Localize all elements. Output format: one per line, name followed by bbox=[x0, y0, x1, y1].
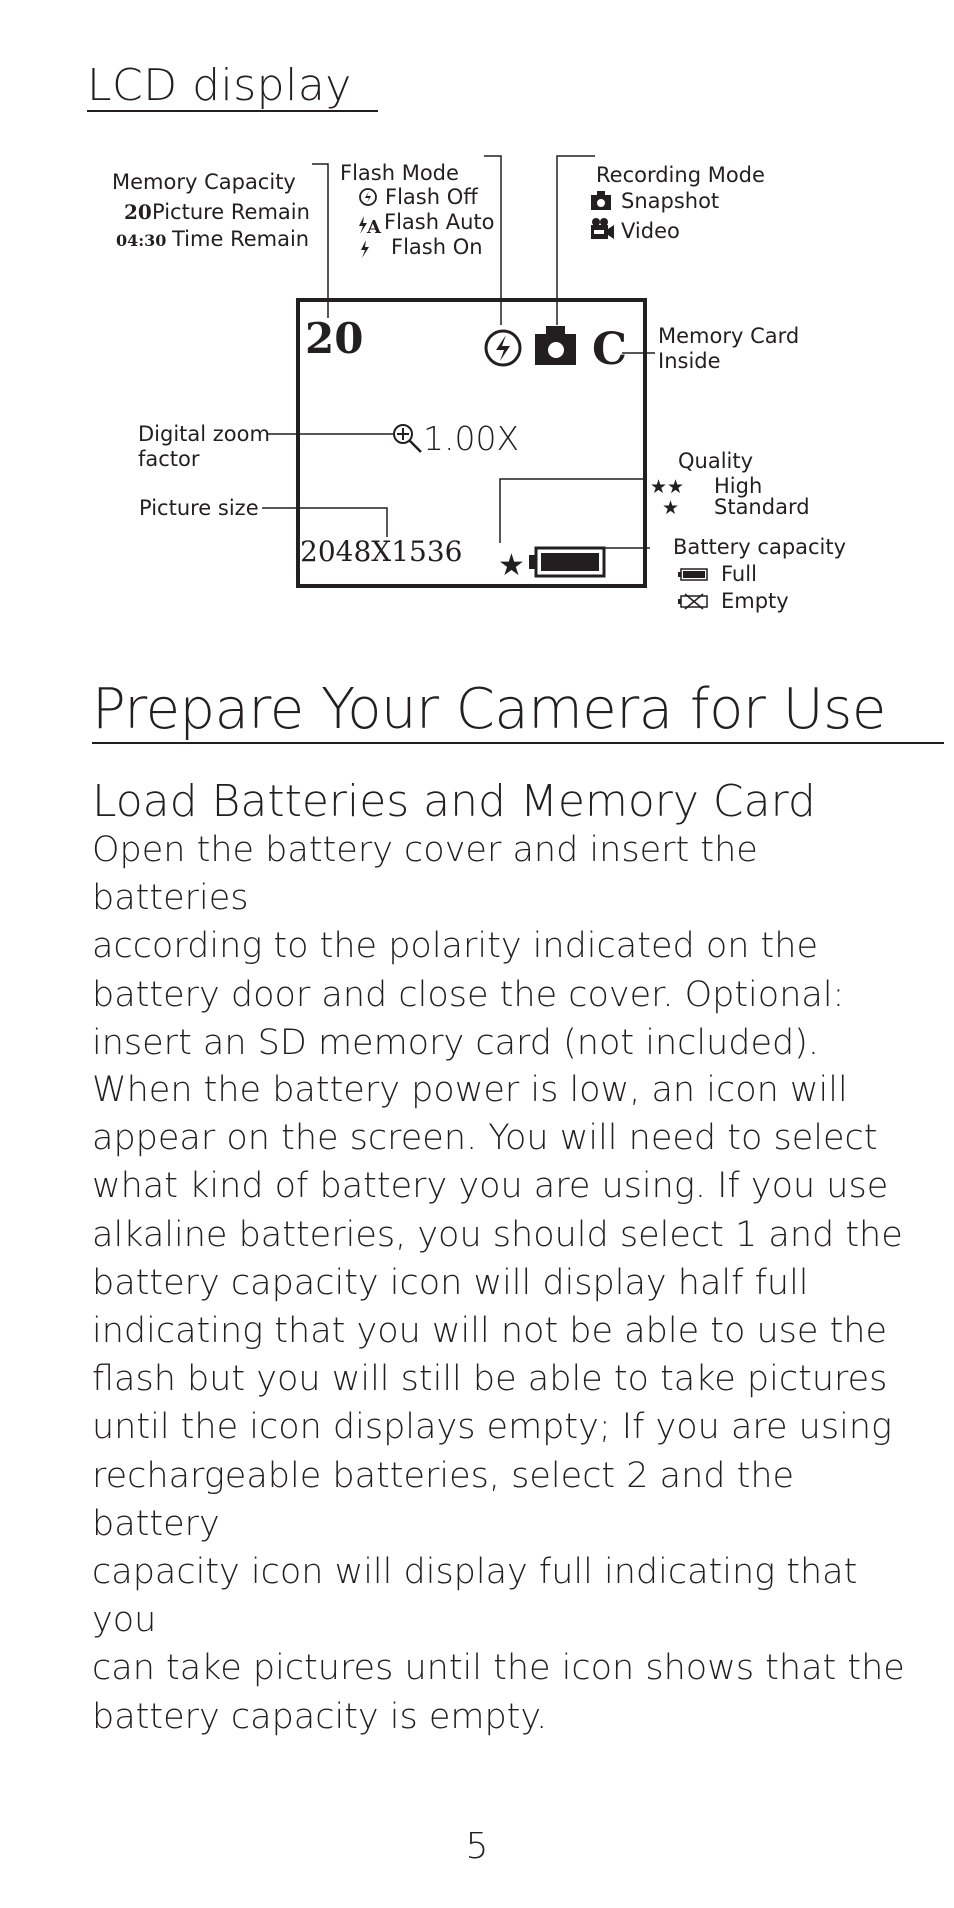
digital-zoom-line2: factor bbox=[138, 447, 200, 471]
low-battery-paragraph: When the battery power is low, an icon will appear on the screen. You will need to select what kind of battery you are using. If you use alkaline batteries, you should select 1 and the battery capacity icon will display half full indicating that you will not be able to use the flash but you will still be able to take pictures until the icon displays empty; If you are using rechargeable batteries, select 2 and the battery capacity icon will display full indicating that you can take pictures until the icon shows that the battery capacity is empty. bbox=[92, 1070, 905, 1737]
video-label: Video bbox=[621, 219, 680, 243]
battery-full-label: Full bbox=[721, 562, 757, 586]
quality-high-label: High bbox=[714, 474, 763, 498]
flash-off-icon bbox=[360, 189, 376, 205]
snapshot-label: Snapshot bbox=[621, 189, 720, 213]
screen-snapshot-icon bbox=[535, 326, 576, 365]
quality-leader bbox=[500, 479, 644, 543]
lcd-diagram bbox=[0, 150, 954, 620]
memory-card-line1: Memory Card bbox=[658, 324, 800, 348]
load-batteries-subheading: Load Batteries and Memory Card bbox=[92, 776, 816, 827]
flash-off-label: Flash Off bbox=[385, 185, 478, 209]
picture-size-label: Picture size bbox=[139, 496, 259, 520]
screen-picture-size: 2048X1536 bbox=[300, 535, 463, 568]
time-remain-label: Time Remain bbox=[172, 227, 310, 251]
picture-size-leader bbox=[262, 508, 387, 537]
battery-empty-label: Empty bbox=[721, 589, 789, 613]
screen-picture-count: 20 bbox=[305, 314, 364, 363]
memory-card-line2: Inside bbox=[658, 349, 721, 373]
flash-mode-title: Flash Mode bbox=[340, 161, 459, 185]
lcd-display-heading: LCD display bbox=[87, 62, 378, 112]
screen-zoom-value: 1.00X bbox=[423, 419, 520, 458]
picture-remain-label: Picture Remain bbox=[152, 200, 310, 224]
page-number: 5 bbox=[465, 1826, 489, 1867]
screen-flash-off-icon bbox=[486, 331, 520, 365]
quality-standard-star-icon: ★ bbox=[662, 497, 680, 519]
flash-auto-icon bbox=[359, 216, 382, 238]
battery-empty-icon bbox=[678, 594, 707, 609]
time-remain-number: 04:30 bbox=[116, 231, 167, 250]
zoom-magnifier-icon bbox=[394, 425, 421, 452]
digital-zoom-line1: Digital zoom bbox=[138, 422, 270, 446]
memory-capacity-title: Memory Capacity bbox=[112, 170, 296, 194]
recording-mode-title: Recording Mode bbox=[596, 163, 765, 187]
flash-on-label: Flash On bbox=[391, 235, 483, 259]
screen-battery-icon bbox=[529, 548, 604, 576]
load-batteries-paragraph: Open the battery cover and insert the batteries according to the polarity indicated on the battery door and close the cover. Optional: insert an SD memory card (not included). bbox=[92, 830, 845, 1063]
quality-title: Quality bbox=[678, 449, 754, 473]
quality-standard-label: Standard bbox=[714, 495, 810, 519]
picture-remain-number: 20 bbox=[124, 200, 152, 224]
battery-full-icon bbox=[678, 569, 707, 580]
quality-high-stars-icon: ★★ bbox=[650, 476, 685, 498]
snapshot-camera-icon bbox=[591, 191, 611, 210]
battery-capacity-title: Battery capacity bbox=[673, 535, 847, 559]
video-camera-icon bbox=[591, 218, 614, 239]
screen-memory-card-letter: C bbox=[592, 324, 628, 375]
svg-text:A: A bbox=[367, 217, 381, 238]
memory-capacity-leader bbox=[312, 164, 328, 318]
screen-quality-star: ★ bbox=[498, 548, 525, 583]
flash-on-icon bbox=[361, 240, 369, 258]
flash-auto-label: Flash Auto bbox=[384, 210, 495, 234]
prepare-camera-heading: Prepare Your Camera for Use bbox=[92, 678, 944, 744]
